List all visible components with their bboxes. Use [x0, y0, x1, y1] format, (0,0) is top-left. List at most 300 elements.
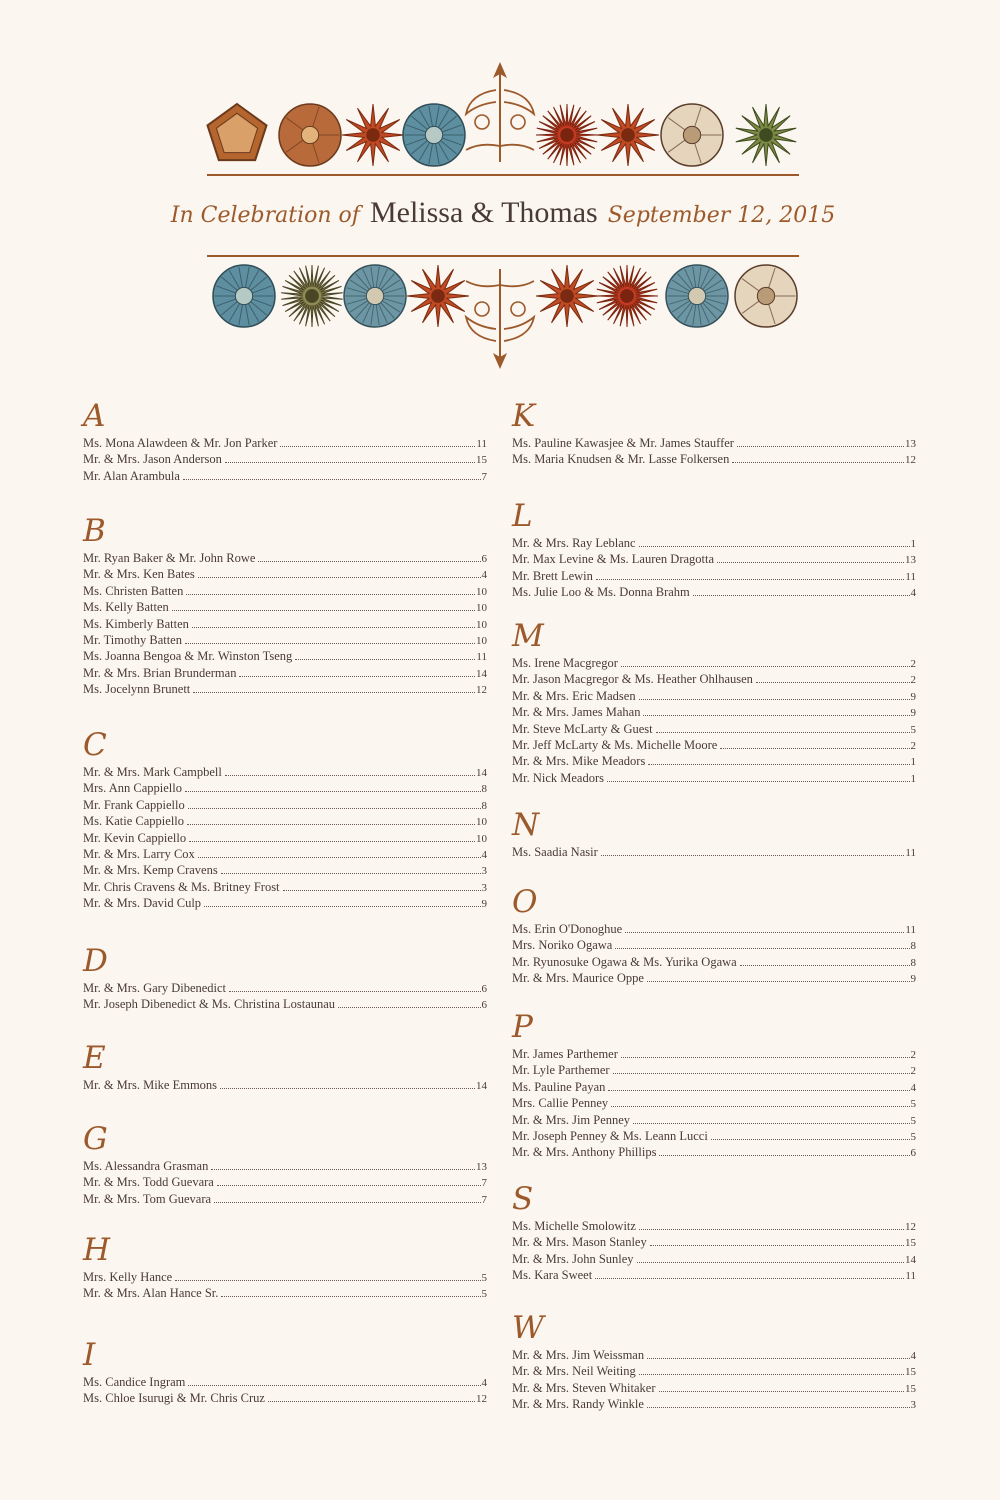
table-number: 11: [476, 438, 487, 450]
guest-row: [83, 777, 487, 796]
guest-row: [512, 565, 916, 581]
section-letter: W: [512, 1310, 544, 1346]
section-letter: A: [83, 398, 106, 434]
dot-leader: [693, 581, 910, 596]
dot-leader: [637, 1248, 904, 1263]
dot-leader: [187, 810, 475, 825]
table-number: 5: [910, 1130, 916, 1143]
table-number: 1: [910, 538, 916, 550]
dot-leader: [659, 1141, 909, 1156]
guest-row: [83, 563, 487, 582]
guest-row: [83, 596, 487, 615]
table-number: 2: [910, 1065, 916, 1078]
table-number: 4: [910, 587, 916, 600]
dot-leader: [183, 465, 481, 480]
guest-name: Mr. Chris Cravens & Ms. Britney Frost: [83, 879, 280, 894]
guest-row: [512, 548, 916, 567]
couple-names: Melissa & Thomas: [369, 196, 598, 229]
table-number: 12: [476, 684, 487, 697]
guest-name: Mr. & Mrs. Mike Emmons: [83, 1078, 218, 1092]
guest-row: [83, 432, 487, 448]
guest-row: [512, 918, 916, 934]
guest-name: Mrs. Callie Penney: [512, 1096, 609, 1111]
dot-leader: [720, 734, 909, 749]
dot-leader: [221, 859, 481, 874]
guest-name: Mr. Ryan Baker & Mr. John Rowe: [83, 551, 256, 565]
section-m: [512, 620, 916, 783]
guest-name: Mrs. Noriko Ogawa: [512, 938, 613, 953]
sea-star-icon: [407, 265, 469, 327]
table-number: 8: [481, 783, 487, 796]
dot-leader: [625, 918, 904, 933]
guest-row: [83, 1188, 487, 1204]
guest-row: [83, 645, 487, 664]
dot-leader: [211, 1155, 475, 1170]
blue-urchin-icon: [666, 265, 728, 327]
guest-name: Mr. Kevin Cappiello: [83, 830, 187, 845]
guest-row: [83, 1074, 487, 1090]
guest-row: [512, 934, 916, 953]
title-row: [170, 196, 836, 242]
guest-row: [83, 448, 487, 467]
guest-name: Mr. & Mrs. Mason Stanley: [512, 1235, 647, 1250]
table-number: 10: [476, 816, 487, 829]
dot-leader: [595, 1264, 904, 1279]
table-number: 1: [910, 756, 916, 769]
guest-name: Mr. & Mrs. Jim Penney: [512, 1112, 631, 1127]
guest-name: Ms. Kara Sweet: [512, 1268, 593, 1283]
guest-name: Mr. & Mrs. Tom Guevara: [83, 1191, 212, 1206]
guest-row: [83, 547, 487, 563]
guest-row: [512, 1393, 916, 1412]
section-p: [512, 1011, 916, 1158]
starfish-icon: [279, 104, 341, 166]
table-number: 15: [905, 1366, 916, 1379]
sea-star-icon: [597, 104, 659, 166]
guest-name: Ms. Kimberly Batten: [83, 616, 189, 631]
guest-name: Mr. & Mrs. Todd Guevara: [83, 1175, 214, 1190]
guest-row: [83, 1155, 487, 1171]
dot-leader: [221, 1282, 480, 1297]
guest-name: Mr. & Mrs. John Sunley: [512, 1251, 634, 1266]
table-number: 7: [481, 1193, 487, 1206]
section-a: [83, 400, 487, 481]
dot-leader: [198, 843, 481, 858]
section-letter: M: [512, 618, 544, 654]
guest-row: [83, 827, 487, 843]
guest-row: [512, 1264, 916, 1283]
dot-leader: [639, 685, 910, 700]
guest-name: Mr. Joseph Dibenedict & Ms. Christina Lostaunau: [83, 997, 336, 1012]
table-number: 2: [910, 674, 916, 687]
guest-name: Mr. Brett Lewin: [512, 568, 593, 583]
guest-name: Ms. Mona Alawdeen & Mr. Jon Parker: [83, 436, 278, 450]
table-number: 5: [481, 1288, 487, 1301]
bottom-ornament-row: [0, 256, 1000, 371]
section-letter: I: [83, 1337, 96, 1373]
table-number: 12: [476, 1393, 487, 1406]
dot-leader: [295, 645, 475, 660]
guest-row: [83, 794, 487, 810]
guest-row: [83, 761, 487, 777]
guest-name: Ms. Julie Loo & Ms. Donna Brahm: [512, 585, 690, 600]
section-letter: K: [512, 398, 536, 434]
guest-name: Mr. Frank Cappiello: [83, 797, 185, 812]
guest-row: [83, 859, 487, 878]
guest-row: [512, 1215, 916, 1231]
table-number: 6: [481, 983, 487, 995]
guest-name: Mrs. Kelly Hance: [83, 1270, 173, 1284]
fleur-ornament-icon: [466, 269, 534, 369]
event-date: September 12, 2015: [607, 203, 836, 228]
guest-row: [83, 977, 487, 993]
guest-name: Ms. Chloe Isurugi & Mr. Chris Cruz: [83, 1391, 265, 1406]
guest-row: [512, 1141, 916, 1160]
guest-row: [83, 810, 487, 829]
guest-name: Ms. Candice Ingram: [83, 1375, 186, 1389]
guest-name: Mr. Lyle Parthemer: [512, 1063, 610, 1078]
table-number: 10: [476, 585, 487, 598]
guest-row: [83, 876, 487, 892]
header-banner: [0, 0, 1000, 380]
guest-row: [83, 892, 487, 911]
dot-leader: [204, 892, 480, 907]
divider-top: [207, 174, 799, 176]
dot-leader: [268, 1387, 475, 1402]
dot-leader: [621, 1043, 910, 1058]
guest-row: [512, 1092, 916, 1111]
table-number: 8: [910, 956, 916, 969]
top-ornament-row: [0, 60, 1000, 175]
guest-row: [512, 432, 916, 448]
dot-leader: [175, 1266, 480, 1281]
guest-row: [512, 1360, 916, 1379]
guest-name: Mr. & Mrs. Ken Bates: [83, 567, 195, 582]
dot-leader: [258, 547, 480, 562]
dot-leader: [650, 1231, 904, 1246]
section-w: [512, 1312, 916, 1410]
table-number: 6: [481, 999, 487, 1012]
dot-leader: [188, 1371, 480, 1386]
dot-leader: [189, 827, 475, 842]
table-number: 8: [910, 940, 916, 953]
dot-leader: [639, 1215, 904, 1230]
guest-row: [512, 532, 916, 548]
guest-name: Mr. & Mrs. James Mahan: [512, 705, 641, 720]
guest-name: Mr. Max Levine & Ms. Lauren Dragotta: [512, 552, 715, 567]
dot-leader: [621, 652, 910, 667]
dot-leader: [639, 532, 910, 547]
dot-leader: [596, 565, 905, 580]
sea-urchin-icon: [403, 104, 465, 166]
dot-leader: [220, 1074, 475, 1089]
sea-urchin-icon: [213, 265, 275, 327]
dot-leader: [601, 841, 905, 856]
guest-name: Ms. Christen Batten: [83, 583, 184, 598]
guest-row: [83, 993, 487, 1012]
table-number: 9: [910, 973, 916, 986]
guest-row: [512, 1377, 916, 1393]
guest-name: Mr. & Mrs. Jim Weissman: [512, 1348, 645, 1362]
section-letter: P: [512, 1009, 533, 1045]
guest-name: Mr. & Mrs. Maurice Oppe: [512, 971, 644, 986]
dot-leader: [217, 1171, 481, 1186]
dot-leader: [647, 1344, 909, 1359]
guest-row: [512, 1231, 916, 1250]
guest-name: Mr. & Mrs. Jason Anderson: [83, 452, 222, 467]
dot-leader: [229, 977, 480, 992]
dot-leader: [643, 701, 909, 716]
sand-dollar-icon: [661, 104, 723, 166]
guest-name: Mr. Nick Meadors: [512, 770, 604, 785]
table-number: 7: [481, 470, 487, 483]
section-letter: S: [512, 1181, 534, 1217]
guest-row: [512, 951, 916, 967]
dot-leader: [756, 668, 910, 683]
table-number: 14: [476, 1080, 487, 1092]
table-number: 5: [910, 723, 916, 736]
table-number: 12: [905, 454, 916, 467]
section-letter: B: [83, 513, 106, 549]
guest-name: Ms. Michelle Smolowitz: [512, 1219, 636, 1233]
section-letter: L: [512, 498, 533, 534]
table-number: 1: [910, 772, 916, 785]
section-letter: H: [83, 1232, 111, 1268]
guest-row: [512, 1059, 916, 1078]
guest-row: [512, 1248, 916, 1264]
guest-row: [83, 465, 487, 481]
sea-star-icon: [342, 104, 404, 166]
table-number: 12: [905, 1221, 916, 1233]
section-b: [83, 515, 487, 695]
guest-row: [83, 843, 487, 859]
dot-leader: [633, 1109, 909, 1124]
dot-leader: [732, 448, 904, 463]
guest-name: Ms. Irene Macgregor: [512, 656, 618, 670]
section-e: [83, 1042, 487, 1090]
guest-name: Mr. & Mrs. Alan Hance Sr.: [83, 1286, 219, 1301]
dot-leader: [648, 750, 909, 765]
guest-row: [512, 581, 916, 600]
section-o: [512, 886, 916, 984]
dot-leader: [214, 1188, 480, 1203]
guest-row: [83, 1371, 487, 1387]
dot-leader: [737, 432, 904, 447]
table-number: 6: [910, 1147, 916, 1160]
dot-leader: [225, 761, 475, 776]
dot-leader: [615, 934, 909, 949]
table-number: 9: [481, 898, 487, 911]
section-h: [83, 1234, 487, 1299]
guest-row: [512, 652, 916, 668]
guest-row: [512, 685, 916, 701]
guest-name: Ms. Jocelynn Brunett: [83, 682, 191, 697]
red-urchin-icon: [596, 265, 658, 327]
dot-leader: [659, 1377, 905, 1392]
shell-icon: [208, 104, 267, 160]
dot-leader: [717, 548, 904, 563]
green-urchin-icon: [736, 104, 796, 166]
spiny-urchin-icon: [281, 265, 343, 327]
dot-leader: [172, 596, 475, 611]
dot-leader: [647, 967, 910, 982]
guest-name: Mrs. Ann Cappiello: [83, 781, 182, 796]
section-l: [512, 500, 916, 598]
guest-name: Mr. & Mrs. Gary Dibenedict: [83, 981, 227, 995]
section-letter: G: [83, 1121, 108, 1157]
guest-name: Mr. & Mrs. Eric Madsen: [512, 688, 636, 703]
guest-row: [83, 1266, 487, 1282]
guest-name: Mr. & Mrs. Kemp Cravens: [83, 863, 218, 878]
dot-leader: [283, 876, 481, 891]
table-number: 11: [905, 1270, 916, 1283]
guest-name: Mr. Jeff McLarty & Ms. Michelle Moore: [512, 737, 718, 752]
guest-name: Mr. & Mrs. Larry Cox: [83, 846, 195, 861]
table-number: 11: [476, 651, 487, 664]
guest-name: Mr. James Parthemer: [512, 1047, 618, 1061]
guest-name: Mr. & Mrs. Randy Winkle: [512, 1397, 644, 1412]
table-number: 15: [476, 454, 487, 467]
guest-name: Mr. Steve McLarty & Guest: [512, 721, 653, 736]
table-number: 4: [910, 1350, 916, 1362]
guest-name: Ms. Pauline Kawasjee & Mr. James Stauffer: [512, 436, 734, 450]
dot-leader: [607, 767, 910, 782]
section-g: [83, 1123, 487, 1204]
dot-leader: [198, 563, 481, 578]
section-i: [83, 1339, 487, 1404]
table-number: 14: [476, 767, 487, 779]
dot-leader: [613, 1059, 910, 1074]
guest-row: [83, 613, 487, 629]
blue-urchin-icon: [344, 265, 406, 327]
dot-leader: [193, 678, 475, 693]
section-k: [512, 400, 916, 465]
guest-name: Mr. & Mrs. Mark Campbell: [83, 765, 222, 779]
section-s: [512, 1183, 916, 1281]
table-number: 13: [905, 554, 916, 567]
fleur-ornament-icon: [466, 62, 534, 162]
guest-name: Mr. & Mrs. David Culp: [83, 896, 202, 911]
table-number: 15: [905, 1382, 916, 1395]
section-letter: O: [512, 884, 538, 920]
guest-row: [512, 1076, 916, 1092]
guest-row: [83, 1171, 487, 1190]
section-n: [512, 809, 916, 857]
guest-name: Mr. Alan Arambula: [83, 468, 180, 483]
sand-dollar-icon: [735, 265, 797, 327]
guest-row: [83, 1387, 487, 1406]
table-number: 11: [905, 847, 916, 859]
section-letter: N: [512, 807, 540, 843]
table-number: 7: [481, 1177, 487, 1190]
table-number: 6: [481, 553, 487, 565]
table-number: 2: [910, 739, 916, 752]
table-number: 13: [476, 1161, 487, 1173]
table-number: 10: [476, 618, 487, 631]
guest-name: Mr. & Mrs. Neil Weiting: [512, 1364, 636, 1379]
table-number: 5: [910, 1098, 916, 1111]
dot-leader: [639, 1360, 904, 1375]
guest-name: Ms. Erin O'Donoghue: [512, 922, 623, 936]
dot-leader: [188, 794, 481, 809]
guest-name: Ms. Maria Knudsen & Mr. Lasse Folkersen: [512, 452, 730, 467]
guest-row: [512, 841, 916, 857]
table-number: 2: [910, 658, 916, 670]
guest-name: Mr. Joseph Penney & Ms. Leann Lucci: [512, 1128, 708, 1143]
guest-row: [512, 967, 916, 986]
guest-row: [512, 701, 916, 720]
guest-row: [512, 718, 916, 734]
table-number: 4: [481, 1377, 487, 1389]
table-number: 9: [910, 690, 916, 703]
dot-leader: [338, 993, 480, 1008]
dot-leader: [185, 777, 481, 792]
guest-name: Mr. Ryunosuke Ogawa & Ms. Yurika Ogawa: [512, 954, 737, 969]
guest-row: [83, 629, 487, 645]
guest-name: Mr. & Mrs. Brian Brunderman: [83, 665, 237, 680]
guest-name: Ms. Joanna Bengoa & Mr. Winston Tseng: [83, 649, 293, 664]
guest-name: Mr. & Mrs. Anthony Phillips: [512, 1145, 657, 1160]
table-number: 3: [481, 881, 487, 894]
table-number: 14: [476, 667, 487, 680]
in-celebration-text: In Celebration of: [170, 203, 360, 228]
guest-name: Mr. & Mrs. Mike Meadors: [512, 754, 646, 769]
dot-leader: [192, 613, 475, 628]
dot-leader: [611, 1092, 909, 1107]
guest-name: Ms. Alessandra Grasman: [83, 1159, 209, 1173]
guest-row: [512, 750, 916, 769]
dot-leader: [185, 629, 475, 644]
dot-leader: [711, 1125, 910, 1140]
dot-leader: [280, 432, 475, 447]
table-number: 3: [910, 1399, 916, 1412]
table-number: 10: [476, 634, 487, 647]
dot-leader: [225, 448, 475, 463]
dot-leader: [740, 951, 910, 966]
table-number: 10: [476, 602, 487, 615]
guest-row: [512, 1043, 916, 1059]
section-letter: E: [83, 1040, 106, 1076]
section-letter: C: [83, 727, 107, 763]
section-d: [83, 945, 487, 1010]
dot-leader: [647, 1393, 910, 1408]
table-number: 9: [910, 707, 916, 720]
sea-star-icon: [536, 265, 598, 327]
dot-leader: [239, 662, 475, 677]
guest-row: [512, 1125, 916, 1141]
guest-row: [83, 1282, 487, 1301]
guest-name: Mr. Jason Macgregor & Ms. Heather Ohlhausen: [512, 672, 753, 687]
guest-row: [512, 668, 916, 687]
guest-name: Mr. & Mrs. Steven Whitaker: [512, 1380, 656, 1395]
guest-row: [512, 734, 916, 750]
table-number: 11: [905, 570, 916, 583]
guest-name: Ms. Pauline Payan: [512, 1079, 606, 1094]
dot-leader: [186, 580, 475, 595]
table-number: 13: [905, 438, 916, 450]
table-number: 14: [905, 1253, 916, 1266]
table-number: 4: [481, 569, 487, 582]
dot-leader: [656, 718, 910, 733]
section-c: [83, 729, 487, 909]
red-urchin-icon: [536, 104, 598, 166]
guest-row: [512, 1109, 916, 1125]
table-number: 15: [905, 1237, 916, 1250]
section-letter: D: [83, 943, 108, 979]
table-number: 11: [905, 924, 916, 936]
guest-row: [83, 580, 487, 596]
guest-name: Ms. Katie Cappiello: [83, 814, 185, 829]
